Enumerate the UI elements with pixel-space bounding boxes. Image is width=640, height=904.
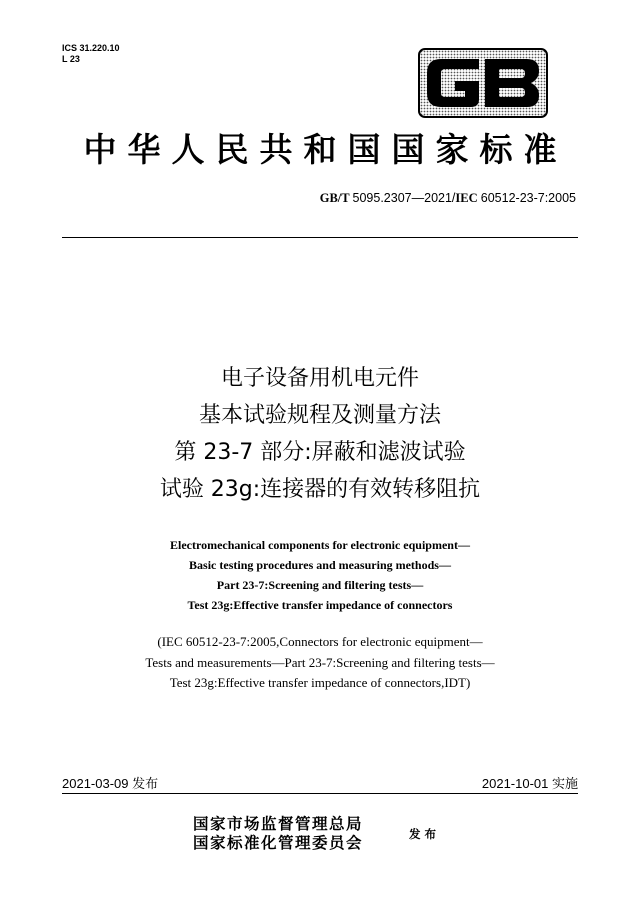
std-iec-prefix: IEC <box>455 191 478 205</box>
iec-ref-line: Test 23g:Effective transfer impedance of connectors,IDT) <box>169 675 471 690</box>
title-chinese <box>0 360 640 508</box>
standard-number <box>320 191 576 206</box>
std-prefix: GB/T <box>319 191 350 205</box>
classification-codes <box>62 43 120 65</box>
footer-divider <box>62 793 578 794</box>
standard-category: 中华人民共和国国家标准 <box>83 130 568 169</box>
iec-reference <box>0 632 640 694</box>
title-en-line: Part 23-7:Screening and filtering tests— <box>216 578 424 592</box>
ics-code: ICS 31.220.10 <box>62 43 120 53</box>
title-en-line: Electromechanical components for electronic equipment— <box>170 538 470 552</box>
title-cn-line: 试验 23g:连接器的有效转移阻抗 <box>159 477 481 502</box>
issue-label: 发布 <box>409 827 440 841</box>
header-divider <box>62 237 578 238</box>
gb-logo-text: GB <box>417 47 419 48</box>
title-english <box>0 535 640 615</box>
issue-date: 2021-03-09 发布 <box>62 776 159 791</box>
issuer-name: 国家市场监督管理总局 <box>193 814 364 833</box>
issuing-authorities <box>193 814 363 852</box>
title-cn-line: 基本试验规程及测量方法 <box>198 403 441 428</box>
std-body: 5095.2307—2021/ <box>352 191 456 205</box>
gb-logo <box>417 47 549 119</box>
iec-ref-line: Tests and measurements—Part 23-7:Screening and filtering tests— <box>145 654 495 670</box>
title-cn-line: 第 23-7 部分:屏蔽和滤波试验 <box>174 440 466 465</box>
std-iec-body: 60512-23-7:2005 <box>480 191 576 205</box>
ccs-code: L 23 <box>62 54 80 64</box>
issuer-name: 国家标准化管理委员会 <box>193 833 364 852</box>
title-en-line: Basic testing procedures and measuring methods— <box>189 558 451 572</box>
iec-ref-line: (IEC 60512-23-7:2005,Connectors for electronic equipment— <box>157 634 483 649</box>
title-en-line: Test 23g:Effective transfer impedance of connectors <box>187 598 453 612</box>
implementation-date: 2021-10-01 实施 <box>481 776 578 791</box>
title-cn-line: 电子设备用机电元件 <box>220 366 419 391</box>
